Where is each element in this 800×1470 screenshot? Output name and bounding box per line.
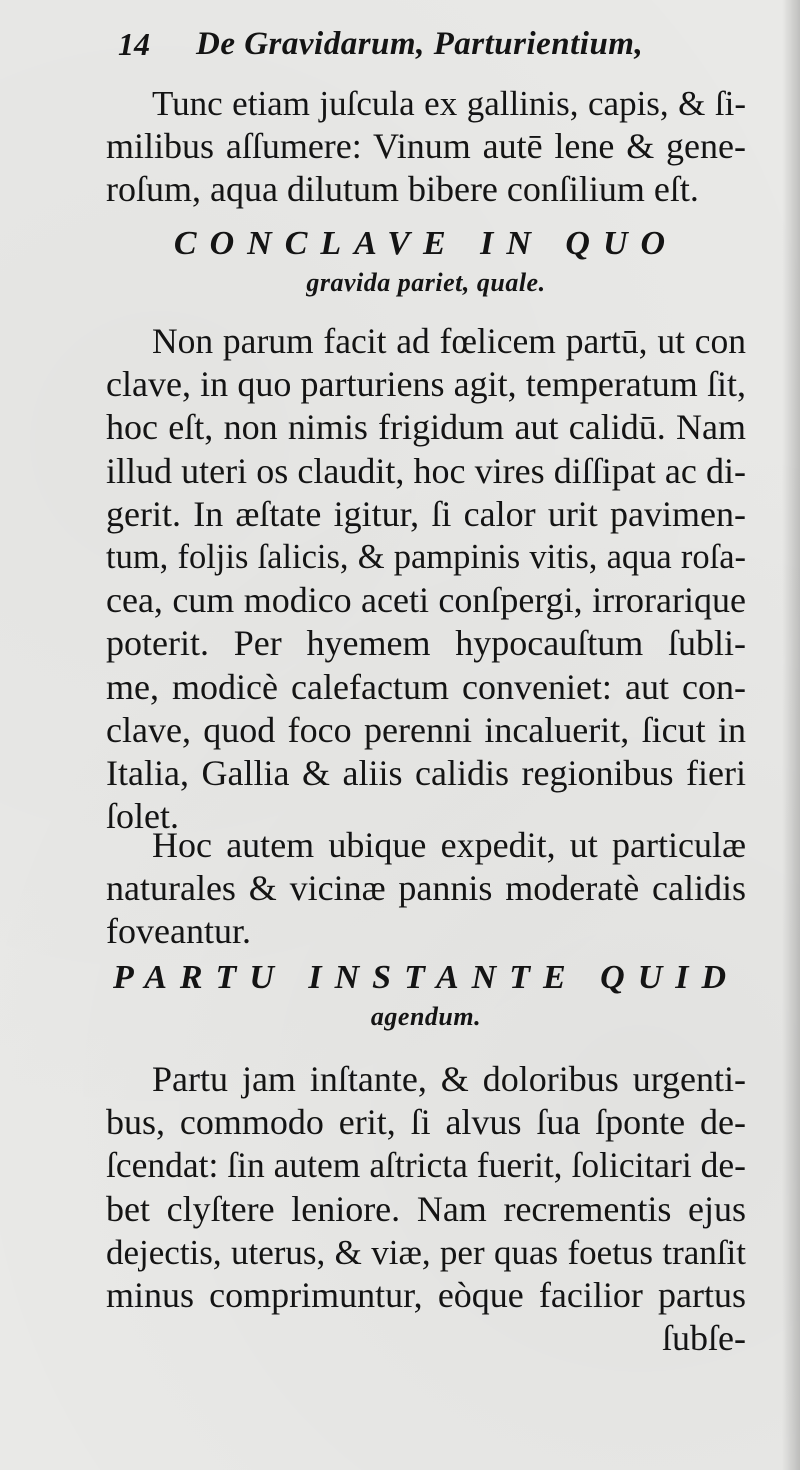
page-number: 14 [118, 26, 150, 62]
text-line: gerit. In æſtate igitur, ſi calor urit pavimen- [106, 493, 746, 534]
text-line: clave, in quo parturiens agit, temperatum ſit, [106, 364, 746, 405]
paragraph-1 [106, 82, 746, 212]
section-heading-subtitle: agendum. [370, 1002, 482, 1031]
running-title: De Gravidarum, Parturientium, [196, 26, 644, 62]
text-line: poterit. Per hyemem hypocauſtum ſubli- [106, 623, 746, 664]
text-line: illud uteri os claudit, hoc vires diſſipat ac di- [106, 450, 746, 491]
section-heading-subtitle: gravida pariet, quale. [306, 268, 546, 297]
text-line: Non parum facit ad fœlicem partū, ut con [152, 321, 746, 361]
text-line: clave, quod foco perenni incaluerit, ſicut in [106, 709, 746, 750]
text-line: dejectis, uterus, & viæ, per quas foetus tranſit [106, 1232, 746, 1272]
running-head [118, 26, 758, 76]
text-line: Hoc autem ubique expedit, ut particulæ [152, 825, 746, 865]
section-heading-title: PARTU INSTANTE QUID [112, 959, 740, 996]
text-line: minus comprimuntur, eòque facilior partus [106, 1275, 746, 1316]
text-line: milibus aſſumere: Vinum autē lene & gene- [106, 126, 746, 167]
paragraph-2 [106, 320, 746, 838]
text-line: ſolet. [106, 796, 179, 837]
text-line: me, modicè calefactum conveniet: aut con- [106, 666, 746, 707]
section-heading-1 [106, 222, 746, 300]
paragraph-4 [106, 1058, 746, 1360]
text-line: Italia, Gallia & aliis calidis regionibus fieri [106, 753, 746, 794]
page-edge-shadow [782, 0, 800, 1470]
paragraph-3 [106, 824, 746, 954]
catchword: ſubſe- [662, 1318, 746, 1359]
text-line: bus, commodo erit, ſi alvus ſua ſponte de- [106, 1102, 746, 1143]
text-line: hoc eſt, non nimis frigidum aut calidū. Nam [106, 407, 746, 448]
text-line: ſcendat: ſin autem aſtricta fuerit, ſolicitari de- [106, 1145, 746, 1186]
text-line: Partu jam inſtante, & doloribus urgenti- [152, 1059, 746, 1099]
section-heading-2 [106, 956, 746, 1034]
text-line: foveantur. [106, 911, 251, 952]
text-line: roſum, aqua dilutum bibere conſilium eſt. [106, 169, 699, 210]
text-line: tum, foljis ſalicis, & pampinis vitis, aqua roſa- [106, 538, 746, 577]
text-line: Tunc etiam juſcula ex gallinis, capis, & ſi- [152, 84, 746, 123]
section-heading-title: CONCLAVE IN QUO [173, 225, 679, 262]
text-line: bet clyſtere leniore. Nam recrementis ejus [106, 1188, 746, 1229]
text-line: naturales & vicinæ pannis moderatè calidis [106, 868, 746, 909]
text-line: cea, cum modico aceti conſpergi, irrorarique [106, 580, 746, 621]
